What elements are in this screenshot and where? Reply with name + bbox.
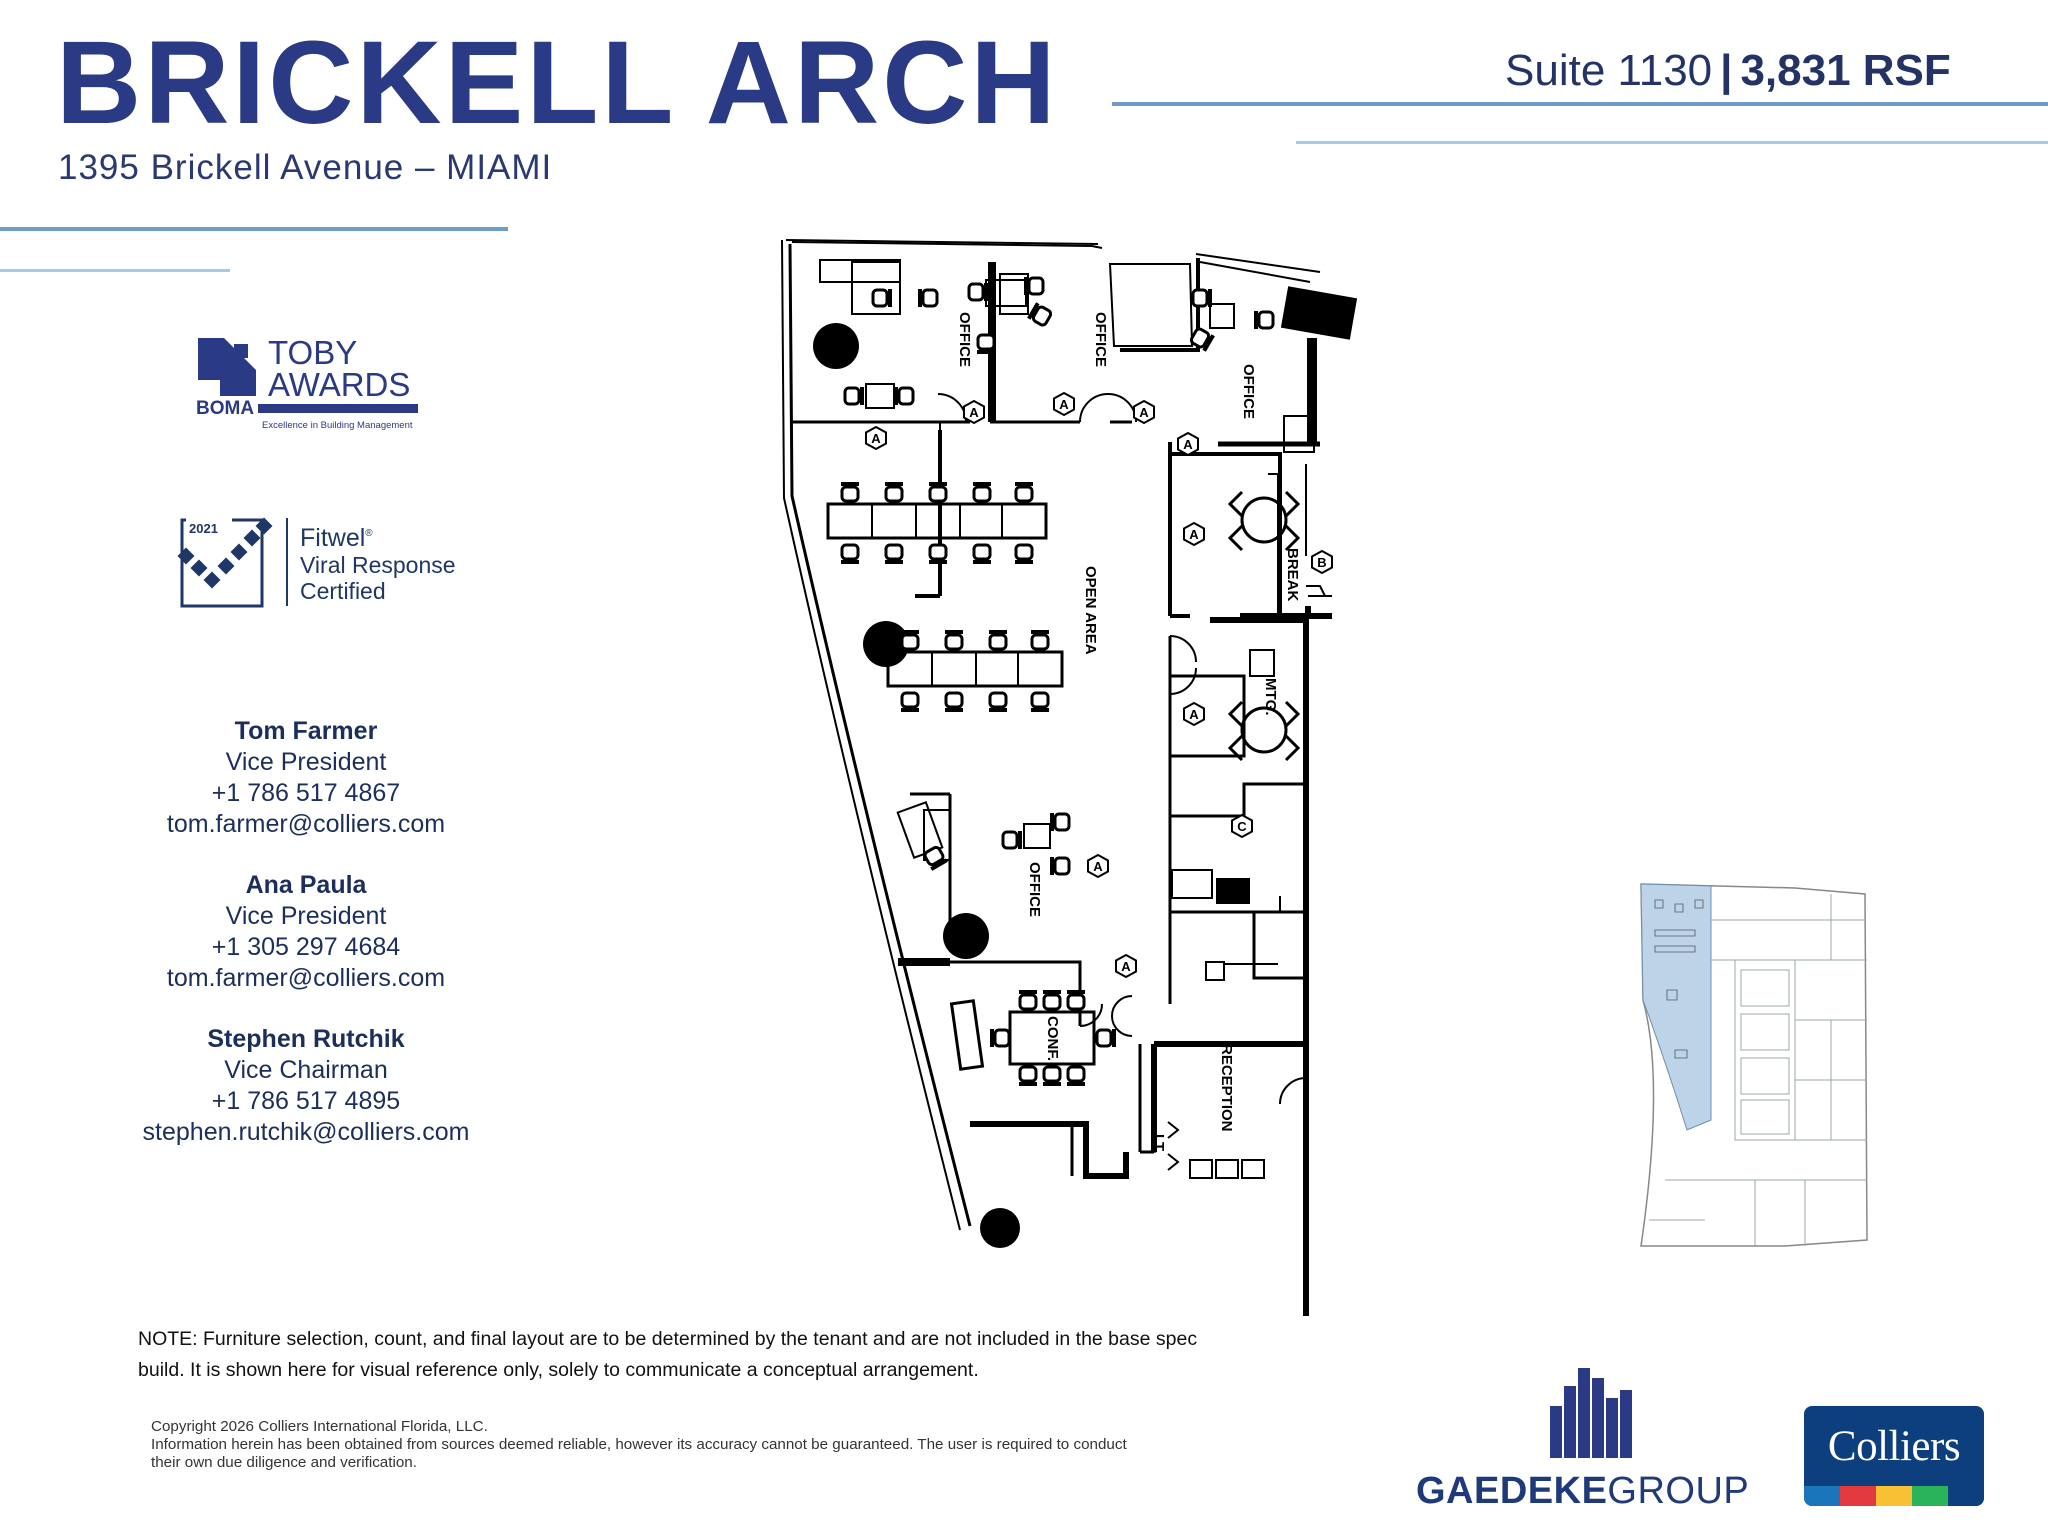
building-title: BRICKELL ARCH <box>56 17 1059 149</box>
suite-separator: | <box>1720 46 1733 95</box>
room-label-office: OFFICE <box>1240 364 1257 419</box>
room-label-lt: LT. <box>1150 1134 1167 1154</box>
contact-title: Vice Chairman <box>224 1056 388 1084</box>
key-plan <box>1635 880 1875 1250</box>
fitwel-registered-mark: ® <box>365 528 373 539</box>
disclaimer-line: Information herein has been obtained from sources deemed reliable, however its accuracy cannot be guaranteed. The user is required to conduct their own due diligence and verification. <box>151 1436 1127 1471</box>
room-label-break: BREAK <box>1284 548 1301 602</box>
copyright-line: Copyright 2026 Colliers International Florida, LLC. <box>151 1418 488 1435</box>
suite-info <box>1505 46 1951 96</box>
colliers-stripe <box>1840 1486 1876 1506</box>
fitwel-certification-logo <box>176 516 476 616</box>
tag-a: A <box>1189 527 1199 542</box>
furniture-note: NOTE: Furniture selection, count, and final layout are to be determined by the tenant and are not included in the base spec build. It is shown here for visual reference only, solely to communicate a conceptual arrangement. <box>138 1328 1198 1381</box>
tag-a: A <box>1183 437 1193 452</box>
header-rule-left <box>0 227 508 231</box>
contact-email[interactable]: stephen.rutchik@colliers.com <box>142 1118 470 1146</box>
tag-a: A <box>1121 959 1131 974</box>
contact-card <box>96 870 516 994</box>
fitwel-brand: Fitwel <box>300 524 366 552</box>
colliers-logo <box>1804 1406 1984 1506</box>
suite-rsf: 3,831 RSF <box>1740 46 1951 95</box>
room-label-mtg: MTG. <box>1262 678 1279 716</box>
colliers-stripe <box>1948 1486 1984 1506</box>
header-rule-right <box>1112 102 2048 106</box>
room-label-office: OFFICE <box>956 312 973 367</box>
tag-a: A <box>1093 859 1103 874</box>
contact-card <box>96 716 516 840</box>
tag-a: A <box>1139 405 1149 420</box>
tag-c: C <box>1237 819 1247 834</box>
header-rule-left-thin <box>0 269 230 272</box>
contact-email[interactable]: tom.farmer@colliers.com <box>166 964 446 992</box>
gaedeke-light: GROUP <box>1607 1470 1750 1512</box>
contact-name: Ana Paula <box>245 871 367 899</box>
colliers-wordmark: Colliers <box>1827 1423 1961 1470</box>
legal-disclaimer <box>151 1418 1151 1472</box>
floor-plan <box>780 236 1430 1316</box>
contact-phone[interactable]: +1 305 297 4684 <box>211 933 401 961</box>
room-label-conf: CONF. <box>1044 1016 1061 1061</box>
tag-b: B <box>1317 555 1327 570</box>
contact-phone[interactable]: +1 786 517 4895 <box>211 1087 401 1115</box>
room-label-office: OFFICE <box>1026 862 1043 917</box>
svg-text:Fitwel® <box>300 524 373 552</box>
colliers-stripe <box>1804 1486 1840 1506</box>
building-address: 1395 Brickell Avenue – MIAMI <box>58 148 553 187</box>
tag-a: A <box>969 405 979 420</box>
fitwel-year: 2021 <box>189 521 218 536</box>
suite-number: Suite 1130 <box>1505 46 1713 95</box>
tag-a: A <box>871 431 881 446</box>
contact-title: Vice President <box>225 902 387 930</box>
contact-title: Vice President <box>225 748 387 776</box>
boma-text: BOMA <box>196 398 255 419</box>
colliers-stripe <box>1912 1486 1948 1506</box>
contact-phone[interactable]: +1 786 517 4867 <box>211 779 401 807</box>
contact-card <box>96 1024 516 1148</box>
room-label-reception: RECEPTION <box>1218 1044 1235 1132</box>
header-rule-right-thin <box>1296 141 2048 144</box>
gaedeke-group-logo <box>1416 1470 1749 1513</box>
tag-a: A <box>1059 397 1069 412</box>
toby-line2: AWARDS <box>268 366 411 403</box>
toby-awards-logo <box>196 336 426 436</box>
contact-name: Stephen Rutchik <box>207 1025 405 1053</box>
contact-name: Tom Farmer <box>234 717 378 745</box>
fitwel-line3: Certified <box>300 578 386 604</box>
room-label-office: OFFICE <box>1092 312 1109 367</box>
room-label-open-area: OPEN AREA <box>1082 566 1099 655</box>
gaedeke-bold: GAEDEKE <box>1416 1470 1608 1512</box>
tag-a: A <box>1189 707 1199 722</box>
colliers-stripe <box>1876 1486 1912 1506</box>
colliers-color-stripes <box>1804 1486 1984 1506</box>
fitwel-line2: Viral Response <box>300 552 456 578</box>
toby-tagline: Excellence in Building Management <box>262 420 413 431</box>
toby-line1: TOBY <box>268 336 358 371</box>
contact-email[interactable]: tom.farmer@colliers.com <box>166 810 446 838</box>
